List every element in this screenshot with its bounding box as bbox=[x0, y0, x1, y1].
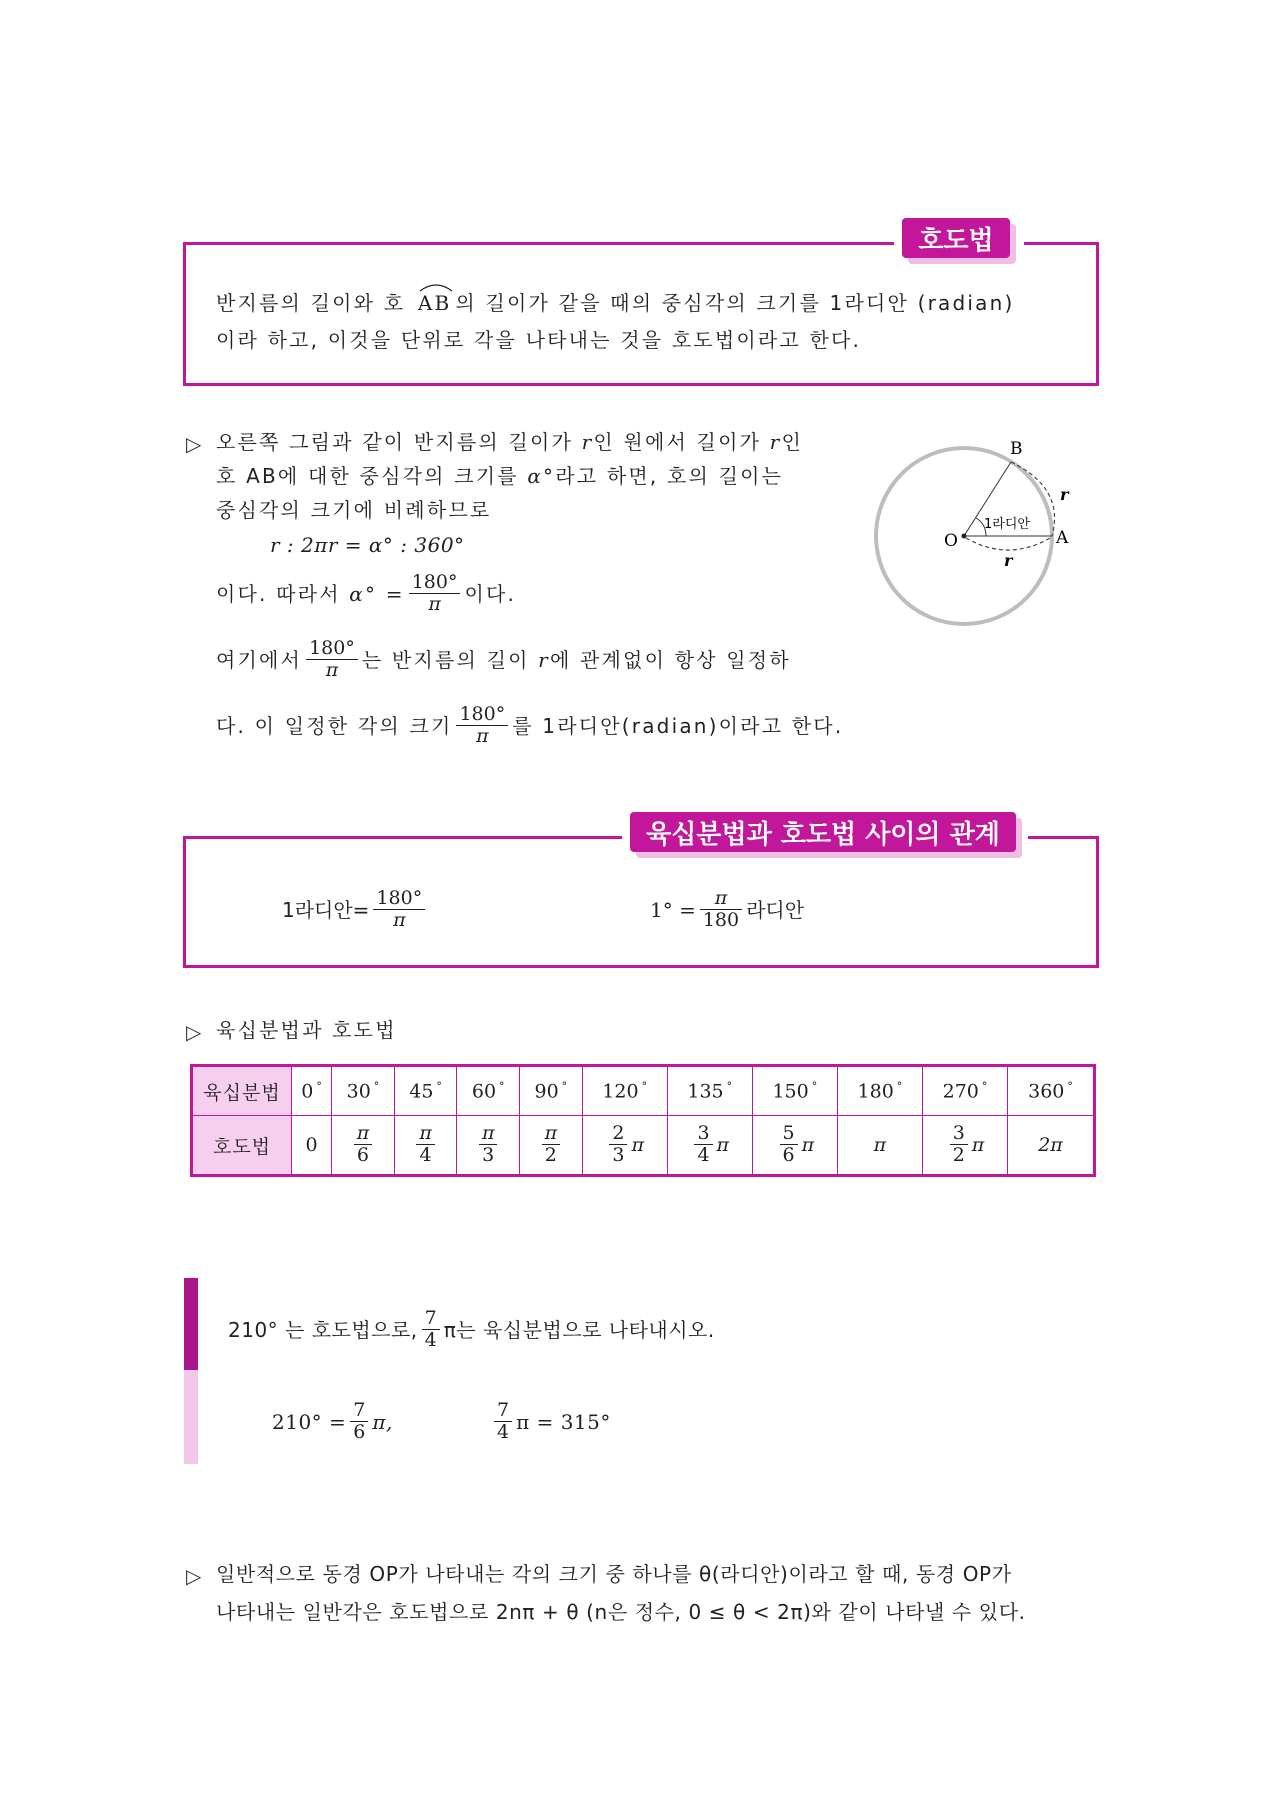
table-row bbox=[192, 1116, 1095, 1176]
row-head-radians: 호도법 bbox=[192, 1116, 292, 1176]
fraction-180-over-pi: $\frac{180^\circ}{\pi}$ bbox=[373, 888, 425, 932]
relation-left-formula: 1라디안= $\frac{180^\circ}{\pi}$ bbox=[282, 888, 429, 932]
label-one-radian: 1라디안 bbox=[984, 517, 1030, 532]
table-row bbox=[192, 1066, 1095, 1116]
cell-deg: 30 ° bbox=[332, 1066, 395, 1116]
radian-definition-line2: 이라 하고, 이것을 단위로 각을 나타내는 것을 호도법이라고 한다. bbox=[216, 328, 862, 352]
bullet-arrow-icon: ▷ bbox=[186, 1020, 202, 1044]
fraction-7-over-4: $\frac{7}{4}$ bbox=[494, 1400, 512, 1444]
explain-line3: 중심각의 크기에 비례하므로 bbox=[216, 498, 492, 522]
cell-rad: $\frac{2}{3}$ π bbox=[582, 1116, 667, 1176]
example-answer-1: 210° = $\frac{7}{6}$ π, bbox=[272, 1399, 393, 1443]
cell-deg: 60 ° bbox=[457, 1066, 520, 1116]
cell-rad: 0 bbox=[292, 1116, 332, 1176]
radian-circle-diagram bbox=[860, 430, 1100, 630]
cell-rad: $\frac{\pi}{6}$ bbox=[332, 1116, 395, 1176]
label-o: O bbox=[944, 531, 958, 551]
fraction-180-over-pi: $\frac{180^\circ}{\pi}$ bbox=[306, 638, 358, 682]
fraction-180-over-pi: $\frac{180^\circ}{\pi}$ bbox=[456, 704, 508, 748]
table-title: 육십분법과 호도법 bbox=[216, 1018, 397, 1042]
example-question: 210° 는 호도법으로, $\frac{7}{4}$ π는 육십분법으로 나타내시오. bbox=[228, 1307, 715, 1351]
cell-rad: $\frac{\pi}{4}$ bbox=[394, 1116, 457, 1176]
proportion-formula: r : 2πr = α° : 360° bbox=[270, 533, 465, 557]
center-point bbox=[962, 534, 967, 539]
fraction-7-over-6: $\frac{7}{6}$ bbox=[350, 1400, 368, 1444]
example-bar-question bbox=[184, 1278, 198, 1370]
radian-definition-line1: 반지름의 길이와 호 AB 의 길이가 같을 때의 중심각의 크기를 1라디안 (radian) bbox=[216, 293, 1014, 313]
example-bar-answer bbox=[184, 1370, 198, 1464]
explain-line5: 이다. 따라서 α° = $\frac{180^\circ}{\pi}$ 이다. bbox=[216, 571, 517, 615]
cell-rad: π bbox=[837, 1116, 922, 1176]
cell-rad: $\frac{\pi}{2}$ bbox=[520, 1116, 583, 1176]
cell-deg: 0 ° bbox=[292, 1066, 332, 1116]
label-a: A bbox=[1056, 528, 1069, 548]
label-r-radius: r bbox=[1004, 551, 1013, 570]
radian-tag: 호도법 bbox=[894, 218, 1024, 264]
bullet-arrow-icon: ▷ bbox=[186, 1564, 202, 1588]
cell-deg: 180 ° bbox=[837, 1066, 922, 1116]
cell-deg: 150 ° bbox=[752, 1066, 837, 1116]
relation-right-formula: 1° = $\frac{\pi}{180}$ 라디안 bbox=[650, 887, 805, 931]
general-angle-line2: 나타내는 일반각은 호도법으로 2nπ + θ (n은 정수, 0 ≤ θ < 2π)와 같이 나타낼 수 있다. bbox=[216, 1600, 1026, 1624]
arc-symbol-icon bbox=[418, 282, 454, 292]
example-answer-2: $\frac{7}{4}$ π = 315° bbox=[490, 1400, 611, 1444]
cell-deg: 45 ° bbox=[394, 1066, 457, 1116]
cell-deg: 360 ° bbox=[1008, 1066, 1095, 1116]
general-angle-line1: 일반적으로 동경 OP가 나타내는 각의 크기 중 하나를 θ(라디안)이라고 할 때, 동경 OP가 bbox=[216, 1562, 1012, 1586]
arc-ab-label: AB bbox=[418, 293, 452, 313]
fraction-pi-over-180: $\frac{\pi}{180}$ bbox=[700, 888, 742, 932]
label-b: B bbox=[1010, 439, 1023, 459]
cell-rad: $\frac{3}{2}$ π bbox=[922, 1116, 1007, 1176]
row-head-degrees: 육십분법 bbox=[192, 1066, 292, 1116]
relation-tag: 육십분법과 호도법 사이의 관계 bbox=[622, 812, 1028, 858]
cell-deg: 270 ° bbox=[922, 1066, 1007, 1116]
radius-dashed bbox=[966, 538, 1050, 550]
cell-deg: 90 ° bbox=[520, 1066, 583, 1116]
explain-line6: 여기에서 $\frac{180^\circ}{\pi}$ 는 반지름의 길이 r에 관계없이 항상 일정하 bbox=[216, 637, 791, 681]
explain-line1: 오른쪽 그림과 같이 반지름의 길이가 r인 원에서 길이가 r인 bbox=[216, 430, 803, 454]
explain-line2: 호 AB에 대한 중심각의 크기를 α°라고 하면, 호의 길이는 bbox=[216, 464, 784, 488]
cell-deg: 120 ° bbox=[582, 1066, 667, 1116]
label-r-arc: r bbox=[1060, 485, 1069, 504]
cell-rad: $\frac{3}{4}$ π bbox=[667, 1116, 752, 1176]
cell-rad: 2π bbox=[1008, 1116, 1095, 1176]
fraction-180-over-pi: $\frac{180^\circ}{\pi}$ bbox=[409, 572, 461, 616]
cell-deg: 135 ° bbox=[667, 1066, 752, 1116]
cell-rad: $\frac{5}{6}$ π bbox=[752, 1116, 837, 1176]
fraction-7-over-4: $\frac{7}{4}$ bbox=[422, 1308, 440, 1352]
cell-rad: $\frac{\pi}{3}$ bbox=[457, 1116, 520, 1176]
bullet-arrow-icon: ▷ bbox=[186, 432, 202, 456]
explain-line7: 다. 이 일정한 각의 크기 $\frac{180^\circ}{\pi}$ 를 1라디안(radian)이라고 한다. bbox=[216, 703, 844, 747]
conversion-table bbox=[190, 1064, 1096, 1177]
